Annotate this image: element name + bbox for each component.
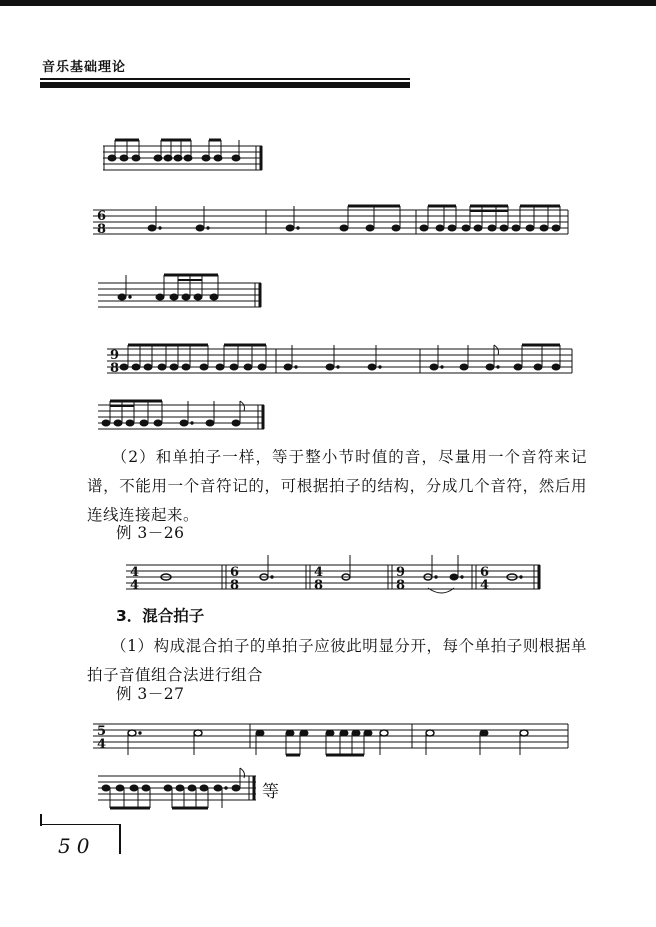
staff-5: [98, 401, 264, 429]
staff-7: [98, 768, 256, 808]
running-head: 音乐基础理论: [42, 60, 127, 75]
section-heading-3: 3．混合拍子: [116, 607, 205, 625]
ts-ex27-bottom: 4: [97, 737, 107, 752]
paragraph-2-text: （2）和单拍子一样，等于整小节时值的音，尽量用一个音符来记谱，不能用一个音符记的，可根据拍子的结构，分成几个音符，然后用连线连接起来。: [87, 448, 587, 524]
staff-3: [98, 275, 261, 307]
ts-ex26-4-bottom: 8: [396, 578, 406, 593]
ts-ex26-3-top: 4: [314, 565, 324, 580]
staff-4: [107, 345, 572, 373]
folio-bracket-right: [119, 824, 121, 854]
paragraph-3-text: （1）构成混合拍子的单拍子应彼此明显分开，每个单拍子则根据单拍子音值组合法进行组合: [87, 637, 587, 684]
example-3-26-label: 例 3－26: [116, 524, 185, 542]
staff-1: [103, 140, 262, 170]
ts-ex26-1-top: 4: [130, 565, 140, 580]
paragraph-2: [87, 443, 587, 530]
ts-ex26-3-bottom: 8: [314, 578, 324, 593]
ts-ex26-2-top: 6: [230, 565, 240, 580]
ts-staff4-bottom: 8: [110, 361, 120, 376]
page-number: 50: [58, 834, 96, 858]
staff-ex26: [126, 555, 540, 593]
etc-label: 等: [262, 782, 279, 802]
ts-ex26-4-top: 9: [396, 565, 406, 580]
ts-ex26-1-bottom: 4: [130, 578, 140, 593]
staff-ex27: [93, 724, 568, 755]
ts-ex27-top: 5: [97, 724, 107, 739]
ts-staff2-top: 6: [97, 209, 107, 224]
ts-ex26-2-bottom: 8: [230, 578, 240, 593]
ts-ex26-5-top: 6: [480, 565, 490, 580]
ts-ex26-5-bottom: 4: [480, 578, 490, 593]
ts-staff4-top: 9: [110, 348, 120, 363]
staff-2: [93, 206, 568, 234]
example-3-27-label: 例 3－27: [116, 685, 185, 703]
ts-staff2-bottom: 8: [97, 222, 107, 237]
